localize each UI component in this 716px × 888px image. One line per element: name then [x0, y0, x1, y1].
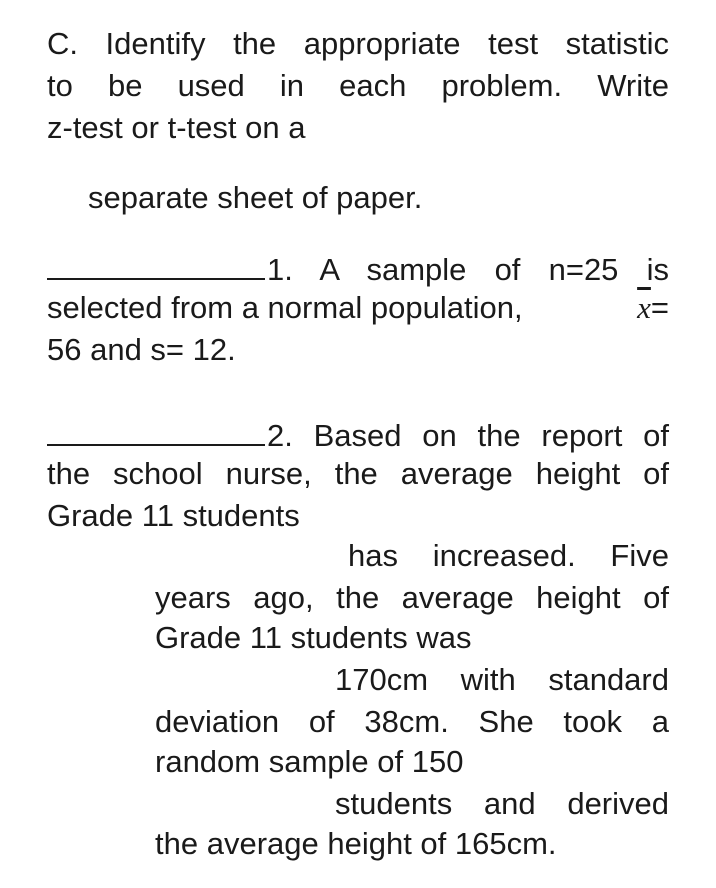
- item-2-line-6: Grade 11 students was: [155, 620, 472, 655]
- instruction-line-3: z-test or t-test on a: [47, 110, 306, 145]
- item-2-line-7: 170cm with standard: [335, 662, 669, 697]
- item-2-line-11: the average height of 165cm.: [155, 826, 557, 861]
- instruction-line-4: separate sheet of paper.: [88, 180, 423, 215]
- item-2-line-2: the school nurse, the average height of: [47, 456, 669, 491]
- item-2-text-a: 2. Based on the report of: [267, 418, 669, 453]
- item-1-line-2: [47, 288, 669, 328]
- sample-mean-symbol: $\overline{x}$: [637, 290, 651, 325]
- item-2-line-3: Grade 11 students: [47, 498, 300, 533]
- item-2-line-4: has increased. Five: [348, 538, 669, 573]
- item-2-line-9: random sample of 150: [155, 744, 464, 779]
- item-2-line-5: years ago, the average height of: [155, 580, 669, 615]
- equals-sign: =: [650, 290, 669, 325]
- instruction-line-1: C. Identify the appropriate test statistic: [47, 26, 669, 61]
- item-1-text-b: selected from a normal population,: [47, 290, 523, 325]
- item-2-line-10: students and derived: [335, 786, 669, 821]
- item-1-line-1: [47, 248, 669, 290]
- item-2-line-8: deviation of 38cm. She took a: [155, 704, 669, 739]
- sample-mean-expression: [637, 288, 669, 328]
- item-1-text-a: 1. A sample of n=25 is: [267, 252, 669, 287]
- answer-blank-1[interactable]: [47, 248, 265, 280]
- instruction-line-2: to be used in each problem. Write: [47, 68, 669, 103]
- item-1-line-3: 56 and s= 12.: [47, 332, 236, 367]
- answer-blank-2[interactable]: [47, 414, 265, 446]
- item-2-line-1: [47, 414, 669, 456]
